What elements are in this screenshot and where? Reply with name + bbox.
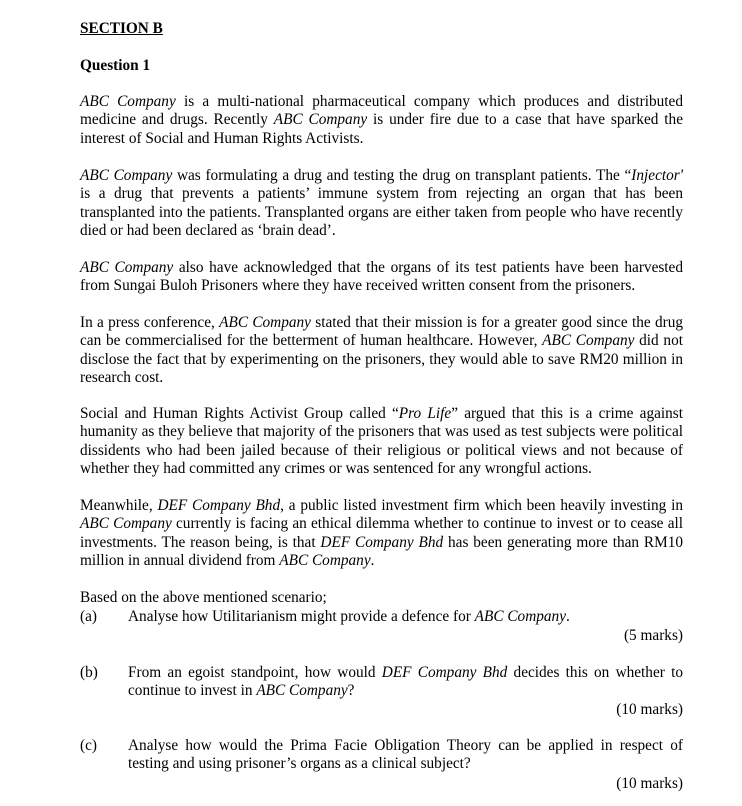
paragraph [80, 93, 683, 148]
section-title: SECTION B [80, 20, 163, 37]
marks: (5 marks) [623, 627, 683, 644]
marks: (10 marks) [616, 701, 683, 718]
italic-text: ABC Company [474, 608, 566, 625]
italic-text: DEF Company Bhd [320, 533, 444, 551]
question-label: (c) [80, 737, 97, 754]
question-c [80, 737, 683, 774]
question-text [128, 608, 683, 626]
italic-text: ABC Company [80, 93, 176, 110]
text-run: is under fire due to a case that have sparked the interest of Social and Human Rights Activists. [80, 111, 683, 147]
paragraph [80, 405, 683, 478]
paragraph [80, 167, 683, 240]
question-text [128, 737, 683, 774]
italic-text: ABC Company [256, 682, 348, 700]
marks: (10 marks) [616, 775, 683, 792]
text-run: is a multi-national pharmaceutical company which produces and distributed medicine and drugs. Recently [80, 93, 683, 129]
question-b [80, 664, 683, 701]
text-run: . [370, 551, 375, 569]
text-run: Analyse how would the Prima Facie Obligation Theory can be applied in respect of testing and using prisoner’s organs as a clinical subject? [128, 737, 683, 773]
paragraph [80, 259, 683, 296]
text-run: . [566, 608, 570, 625]
text-run: ? [347, 682, 355, 700]
text-run: Analyse how Utilitarianism might provide a defence for [128, 608, 475, 625]
text-run: In a press conference, [80, 314, 220, 331]
text-run: stated that their mission is for a greater good since the drug can be commercialised for the betterment of human healthcare. However, [80, 314, 683, 350]
question-title: Question 1 [80, 57, 151, 74]
text-run: Meanwhile, [80, 497, 158, 514]
paragraph [80, 497, 683, 570]
questions-intro: Based on the above mentioned scenario; [80, 589, 327, 606]
text-run: has been generating more than RM10 million in annual dividend from [80, 533, 683, 569]
italic-text: DEF Company Bhd [157, 497, 281, 514]
text-run: ” argued that this is a crime against humanity as they believe that majority of the prisoners that was used as test subjects were political dissidents who had been jailed because of their religious or political views and not because of whether they had committed any crimes or was sentenced for any wrongful actions. [80, 405, 683, 477]
paragraph [80, 314, 683, 387]
italic-text: ABC Company [80, 515, 172, 533]
italic-text: Pro Life [398, 405, 452, 422]
text-run: decides this on whether to continue to invest in [128, 664, 683, 700]
text-run: Social and Human Rights Activist Group called “ [80, 405, 399, 422]
text-run: , a public listed investment firm which been heavily investing in [280, 497, 683, 514]
text-run: currently is facing an ethical dilemma whether to continue to invest or to cease all investments. The reason being, is that [80, 515, 683, 551]
text-run: From an egoist standpoint, how would [128, 664, 382, 681]
question-a [80, 608, 683, 626]
question-text [128, 664, 683, 701]
italic-text: ABC Company [80, 259, 174, 276]
question-label: (b) [80, 664, 98, 681]
question-label: (a) [80, 608, 97, 625]
italic-text: DEF Company Bhd [381, 664, 508, 681]
italic-text: ABC Company [219, 314, 311, 331]
italic-text: ABC Company [279, 551, 371, 569]
italic-text: ABC Company [80, 167, 173, 184]
text-run: was formulating a drug and testing the drug on transplant patients. The “ [172, 167, 632, 184]
text-run: is a drug that prevents a patients’ immune system from rejecting an organ that has been transplanted into the patients. Transplanted organs are either taken from people who have recently died or had been declared as ‘brain dead’. [80, 185, 683, 239]
italic-text: ABC Company [273, 111, 368, 129]
text-run: did not disclose the fact that by experimenting on the prisoners, they would able to save RM20 million in research cost. [80, 332, 683, 386]
italic-text: Injector' [631, 167, 683, 184]
italic-text: ABC Company [542, 332, 635, 350]
text-run: also have acknowledged that the organs of its test patients have been harvested from Sungai Buloh Prisoners where they have received written consent from the prisoners. [80, 259, 683, 295]
